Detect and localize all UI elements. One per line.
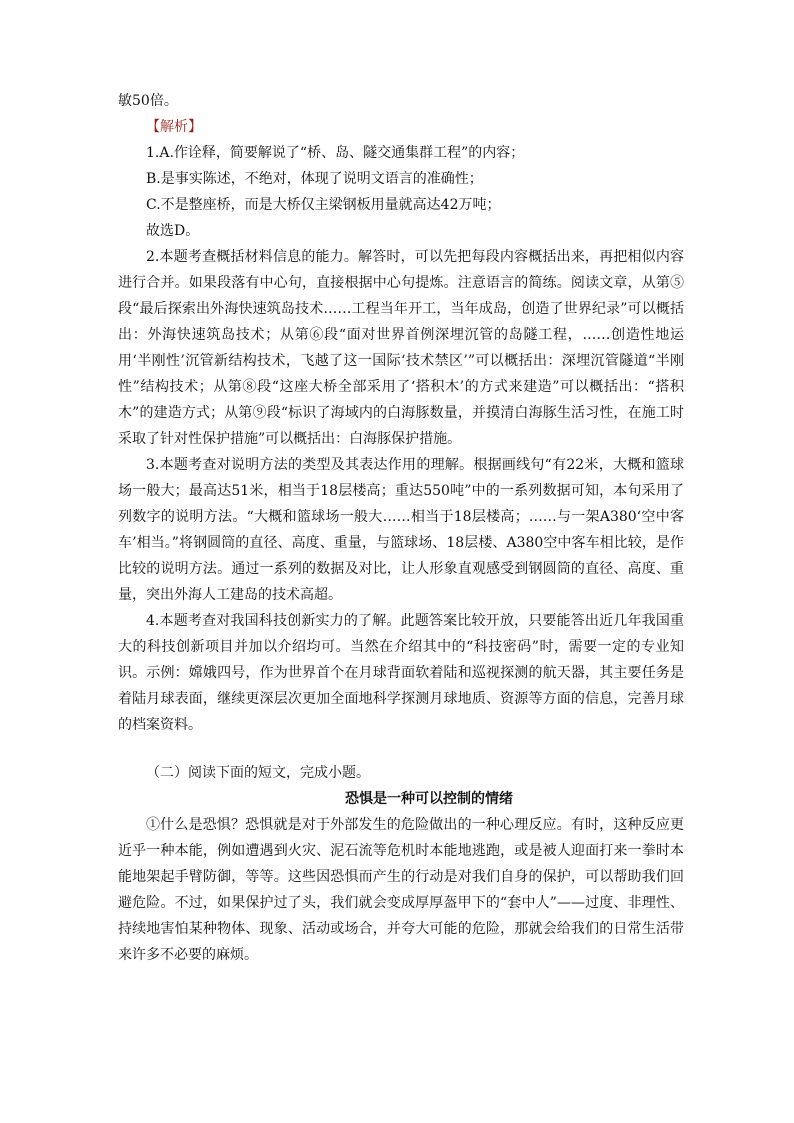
answer-line: C.不是整座桥，而是大桥仅主梁钢板用量就高达42万吨； [146, 197, 501, 213]
explanation-paragraph: 4.本题考查对我国科技创新实力的了解。此题答案比较开放，只要能答出近几年我国重大的科技创新项目并加以介绍均可。当然在介绍其中的“科技密码”时，需要一定的专业知识。示例：嫦娥四号，作为世界首个在月球背面软着陆和巡视探测的航天器，其主要任务是着陆月球表面，继续更深层次更加全面地科学探测月球地质、资源等方面的信息，完善月球的档案资料。 [118, 613, 684, 733]
text-line: 敏50倍。 [118, 93, 178, 109]
passage-title: 恐惧是一种可以控制的情绪 [345, 791, 513, 807]
passage-paragraph: ①什么是恐惧？恐惧就是对于外部发生的危险做出的一种心理反应。有时，这种反应更近乎一种本能，例如遭遇到火灾、泥石流等危机时本能地逃跑，或是被人迎面打来一拳时本能地架起手臂防御，等等。这些因恐惧而产生的行动是对我们自身的保护，可以帮助我们回避危险。不过，如果保护过了头，我们就会变成厚厚盔甲下的“套中人”——过度、非理性、持续地害怕某种物体、现象、活动或场合，并夸大可能的危险，那就会给我们的日常生活带来许多不必要的麻烦。 [118, 817, 684, 963]
answer-line: 1.A.作诠释，简要解说了“桥、岛、隧交通集群工程”的内容； [146, 145, 525, 161]
explanation-paragraph: 3.本题考查对说明方法的类型及其表达作用的理解。根据画线句“有22米，大概和篮球场一般大；最高达51米，相当于18层楼高；重达550吨”中的一系列数据可知，本句采用了列数字的说明方法。“大概和篮球场一般大……相当于18层楼高；……与一架A380‘空中客车’相当。”将钢圆筒的直径、高度、重量，与篮球场、18层楼、A380空中客车相比较，是作比较的说明方法。通过一系列的数据及对比，让人形象直观感受到钢圆筒的直径、高度、重量，突出外海人工建岛的技术高超。 [118, 457, 684, 603]
section-heading: （二）阅读下面的短文，完成小题。 [146, 765, 370, 781]
document-page [118, 88, 684, 968]
answer-line: 故选D。 [146, 223, 200, 239]
explanation-paragraph: 2.本题考查概括材料信息的能力。解答时，可以先把每段内容概括出来，再把相似内容进行合并。如果段落有中心句，直接根据中心句提炼。注意语言的简练。阅读文章，从第⑤段“最后探索出外海快速筑岛技术……工程当年开工，当年成岛，创造了世界纪录”可以概括出：外海快速筑岛技术；从第⑥段“面对世界首例深埋沉管的岛隧工程，……创造性地运用‘半刚性’沉管新结构技术，飞越了这一国际‘技术禁区’”可以概括出：深埋沉管隧道“半刚性”结构技术；从第⑧段“这座大桥全部采用了‘搭积木’的方式来建造”可以概括出：“搭积木”的建造方式；从第⑨段“标识了海域内的白海豚数量，并摸清白海豚生活习性，在施工时采取了针对性保护措施”可以概括出：白海豚保护措施。 [118, 249, 684, 447]
analysis-heading: 【解析】 [146, 119, 202, 135]
answer-line: B.是事实陈述，不绝对，体现了说明文语言的准确性； [146, 171, 483, 187]
